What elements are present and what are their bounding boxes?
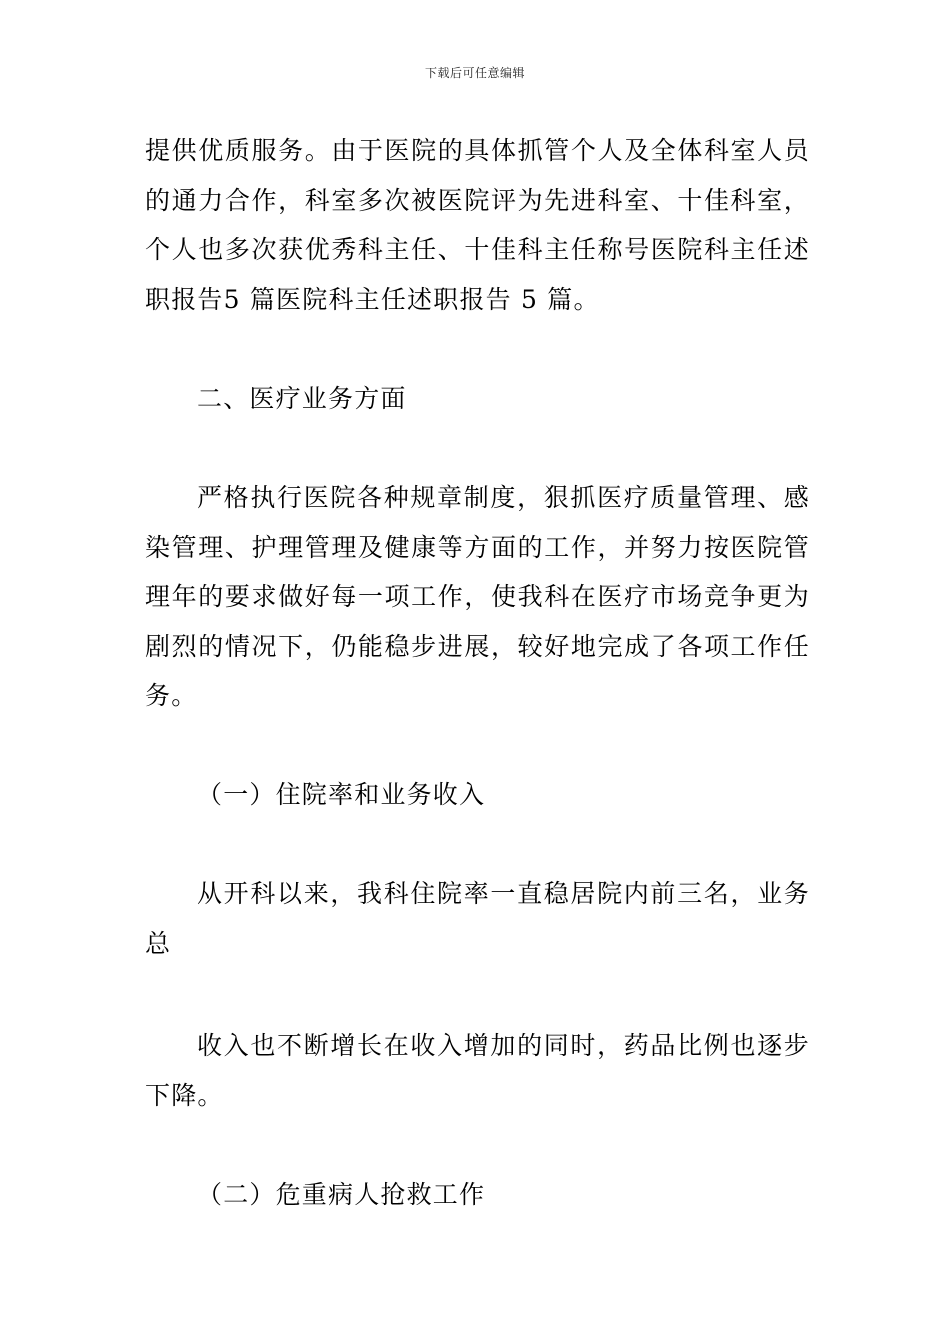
paragraph-service: 提供优质服务。由于医院的具体抓管个人及全体科室人员的通力合作，科室多次被医院评为先进科室、十佳科室，个人也多次获优秀科主任、十佳科主任称号医院科主任述职报告5 篇医院科主任述职报告 5 篇。 <box>145 136 810 314</box>
paragraph-regulations: 严格执行医院各种规章制度，狠抓医疗质量管理、感染管理、护理管理及健康等方面的工作，并努力按医院管理年的要求做好每一项工作，使我科在医疗市场竞争更为剧烈的情况下，仍能稳步进展，较好地完成了各项工作任务。 <box>145 483 810 710</box>
paragraph-admission-rate: 从开科以来，我科住院率一直稳居院内前三名，业务总 <box>145 879 810 958</box>
paragraph-income-growth: 收入也不断增长在收入增加的同时，药品比例也逐步下降。 <box>145 1031 810 1110</box>
subheading-admission-income: （一）住院率和业务收入 <box>197 780 486 809</box>
subheading-critical-rescue: （二）危重病人抢救工作 <box>197 1180 486 1209</box>
section-heading-medical-business: 二、医疗业务方面 <box>197 384 407 413</box>
page-header: 下载后可任意编辑 <box>424 66 525 80</box>
